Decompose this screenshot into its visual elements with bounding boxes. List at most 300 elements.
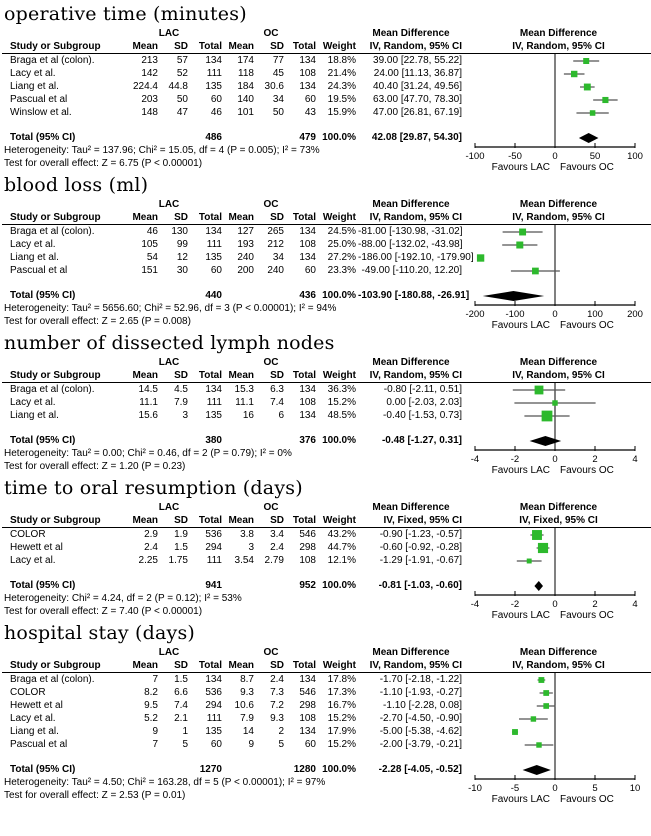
lac-mean: 148 (141, 107, 158, 118)
oc-sd: 5 (278, 739, 284, 750)
oc-mean: 11.1 (235, 397, 254, 408)
lac-total: 536 (205, 687, 222, 698)
panel-title: number of dissected lymph nodes (4, 332, 335, 354)
lac-mean: 142 (141, 68, 158, 79)
heterogeneity-text: Heterogeneity: Tau² = 137.96; Chi² = 15.05, df = 4 (P = 0.005); I² = 73% (4, 145, 320, 156)
study-name: Braga et al (colon). (10, 674, 95, 685)
md-ci-text: -1.70 [-2.18, -1.22] (379, 674, 462, 685)
col-header-sd: SD (270, 370, 284, 381)
oc-total: 108 (299, 713, 316, 724)
effect-square (519, 229, 526, 236)
col-header-sd: SD (174, 41, 188, 52)
col-header-total: Total (292, 370, 316, 381)
effect-model-header: IV, Random, 95% CI (369, 660, 462, 671)
study-name: Pascual et al (10, 739, 68, 750)
md-ci-text: -186.00 [-192.10, -179.90] (358, 252, 474, 263)
lac-total: 134 (205, 226, 222, 237)
axis-tick-label: -5 (510, 783, 520, 794)
md-ci-text: 24.00 [11.13, 36.87] (373, 68, 462, 79)
axis-tick-label: 5 (592, 783, 598, 794)
total-row-label: Total (95% CI) (10, 435, 76, 446)
total-weight: 100.0% (322, 132, 356, 143)
study-name: Pascual et al (10, 94, 68, 105)
panel-hospital-stay (2, 621, 651, 805)
total-row-label: Total (95% CI) (10, 290, 76, 301)
panel-title: blood loss (ml) (4, 174, 149, 196)
lac-grand-total: 486 (205, 132, 222, 143)
forest-plot (464, 673, 651, 809)
lac-grand-total: 941 (205, 580, 222, 591)
study-name: Lacy et al. (10, 239, 56, 250)
col-header-weight: Weight (322, 370, 356, 381)
weight: 15.9% (327, 107, 356, 118)
md-ci-text: -2.70 [-4.50, -0.90] (379, 713, 462, 724)
lac-sd: 52 (176, 68, 188, 79)
weight: 23.3% (327, 265, 356, 276)
oc-grand-total: 436 (299, 290, 316, 301)
lac-total: 294 (205, 542, 222, 553)
col-header-sd: SD (174, 212, 188, 223)
axis-tick-label: 0 (552, 783, 558, 794)
axis-tick-label: 0 (552, 151, 558, 162)
axis-tick-label: 0 (552, 599, 558, 610)
lac-mean: 105 (141, 239, 158, 250)
favours-left-label: Favours LAC (491, 610, 550, 621)
effect-model-header: IV, Random, 95% CI (369, 41, 462, 52)
effect-square (512, 729, 518, 735)
oc-sd: 6 (278, 410, 284, 421)
study-name: COLOR (10, 529, 46, 540)
lac-sd: 5 (182, 739, 188, 750)
group-right-header: OC (263, 199, 279, 210)
oc-mean: 101 (237, 107, 254, 118)
total-row-label: Total (95% CI) (10, 764, 76, 775)
effect-square (602, 97, 608, 103)
lac-mean: 9 (152, 726, 158, 737)
oc-sd: 30.6 (264, 81, 284, 92)
lac-total: 134 (205, 384, 222, 395)
oc-sd: 2 (278, 726, 284, 737)
oc-mean: 16 (242, 410, 254, 421)
table-header (2, 198, 651, 225)
md-ci-text: 0.00 [-2.03, 2.03] (386, 397, 462, 408)
md-ci-text: -0.90 [-1.23, -0.57] (379, 529, 462, 540)
effect-square (535, 386, 544, 395)
effect-square (543, 690, 549, 696)
group-left-header: LAC (158, 199, 180, 210)
panel-title: time to oral resumption (days) (4, 477, 303, 499)
study-name: Braga et al (colon). (10, 55, 95, 66)
col-header-weight: Weight (322, 515, 356, 526)
oc-total: 134 (299, 384, 316, 395)
panel-blood-loss (2, 173, 651, 331)
oc-total: 134 (299, 410, 316, 421)
md-ci-text: -1.10 [-2.28, 0.08] (383, 700, 462, 711)
lac-total: 134 (205, 674, 222, 685)
col-header-mean: Mean (132, 370, 158, 381)
effect-square (532, 268, 539, 275)
oc-mean: 9 (248, 739, 254, 750)
oc-total: 60 (304, 94, 316, 105)
favours-right-label: Favours OC (560, 794, 614, 805)
study-name: Lacy et al. (10, 713, 56, 724)
col-header-mean: Mean (228, 212, 254, 223)
favours-left-label: Favours LAC (491, 794, 550, 805)
oc-total: 108 (299, 239, 316, 250)
oc-sd: 34 (272, 94, 284, 105)
lac-mean: 9.5 (144, 700, 158, 711)
axis-tick-label: 0 (552, 454, 558, 465)
lac-total: 135 (205, 726, 222, 737)
col-header-mean: Mean (132, 515, 158, 526)
study-name: Braga et al (colon). (10, 226, 95, 237)
lac-total: 111 (206, 397, 222, 408)
effect-square (543, 703, 549, 709)
oc-total: 134 (299, 55, 316, 66)
col-header-total: Total (292, 660, 316, 671)
axis-tick-label: -4 (470, 454, 480, 465)
lac-sd: 1 (182, 726, 188, 737)
oc-mean: 140 (237, 94, 254, 105)
md-ci-text: -1.10 [-1.93, -0.27] (379, 687, 462, 698)
lac-grand-total: 440 (205, 290, 222, 301)
study-name: Lacy et al. (10, 397, 56, 408)
oc-sd: 77 (272, 55, 284, 66)
effect-square (552, 400, 557, 405)
group-right-header: OC (263, 357, 279, 368)
weight: 18.8% (327, 55, 356, 66)
oc-total: 546 (299, 687, 316, 698)
total-row-label: Total (95% CI) (10, 580, 76, 591)
mean-difference-plot-header: Mean Difference (519, 28, 598, 39)
mean-difference-plot-header: Mean Difference (519, 357, 598, 368)
favours-right-label: Favours OC (560, 162, 614, 173)
lac-total: 111 (206, 239, 222, 250)
lac-mean: 2.25 (138, 555, 158, 566)
forest-plot (464, 528, 651, 625)
axis-tick-label: 100 (627, 151, 643, 162)
weight: 21.4% (327, 68, 356, 79)
weight: 27.2% (327, 252, 356, 263)
col-header-sd: SD (270, 515, 284, 526)
lac-mean: 15.6 (138, 410, 158, 421)
group-right-header: OC (263, 647, 279, 658)
oc-sd: 265 (267, 226, 284, 237)
effect-square (583, 58, 589, 64)
lac-sd: 4.5 (174, 384, 188, 395)
lac-sd: 1.5 (174, 674, 188, 685)
study-name: Braga et al (colon). (10, 384, 95, 395)
study-col-header: Study or Subgroup (10, 41, 101, 52)
weight: 15.2% (327, 713, 356, 724)
lac-total: 135 (205, 81, 222, 92)
heterogeneity-text: Heterogeneity: Tau² = 4.50; Chi² = 163.28, df = 5 (P < 0.00001); I² = 97% (4, 777, 326, 788)
lac-sd: 30 (176, 265, 188, 276)
col-header-total: Total (292, 41, 316, 52)
effect-square (477, 254, 484, 261)
lac-mean: 7 (152, 739, 158, 750)
forest-plot (464, 225, 651, 335)
col-header-total: Total (198, 370, 222, 381)
lac-grand-total: 1270 (199, 764, 222, 775)
effect-square (527, 559, 532, 564)
oc-total: 60 (304, 265, 316, 276)
axis-tick-label: -2 (510, 599, 520, 610)
oc-total: 546 (299, 529, 316, 540)
mean-difference-plot-header: Mean Difference (519, 199, 598, 210)
lac-sd: 7.9 (174, 397, 188, 408)
md-ci-text: -0.40 [-1.53, 0.73] (383, 410, 462, 421)
total-diamond (523, 765, 551, 775)
panel-title: hospital stay (days) (4, 622, 196, 644)
lac-sd: 57 (176, 55, 188, 66)
effect-square (532, 530, 542, 540)
heterogeneity-text: Heterogeneity: Chi² = 4.24, df = 2 (P = 0.12); I² = 53% (4, 593, 242, 604)
study-name: Liang et al. (10, 410, 59, 421)
weight: 15.2% (327, 739, 356, 750)
col-header-sd: SD (270, 660, 284, 671)
lac-mean: 46 (146, 226, 158, 237)
lac-total: 111 (206, 713, 222, 724)
mean-difference-plot-header: Mean Difference (519, 647, 598, 658)
oc-sd: 7.4 (270, 397, 284, 408)
mean-difference-header: Mean Difference (372, 357, 450, 368)
effect-model-plot-header: IV, Random, 95% CI (512, 212, 605, 223)
weight: 43.2% (327, 529, 356, 540)
panel-title: operative time (minutes) (4, 3, 247, 25)
md-ci-text: 47.00 [26.81, 67.19] (373, 107, 462, 118)
table-header (2, 501, 651, 528)
study-name: Lacy et al. (10, 68, 56, 79)
study-name: Pascual et al (10, 265, 68, 276)
axis-tick-label: -50 (508, 151, 522, 162)
oc-sd: 2.4 (270, 542, 284, 553)
effect-square (584, 84, 591, 91)
weight: 48.5% (327, 410, 356, 421)
total-md-ci-text: 42.08 [29.87, 54.30] (371, 132, 462, 143)
oc-total: 43 (304, 107, 316, 118)
col-header-weight: Weight (322, 212, 356, 223)
oc-mean: 3.8 (240, 529, 254, 540)
md-ci-text: 40.40 [31.24, 49.56] (373, 81, 462, 92)
oc-sd: 9.3 (270, 713, 284, 724)
effect-model-header: IV, Fixed, 95% CI (383, 515, 462, 526)
col-header-mean: Mean (132, 660, 158, 671)
forest-plot (464, 54, 651, 177)
study-name: Winslow et al. (10, 107, 72, 118)
lac-total: 536 (205, 529, 222, 540)
md-ci-text: -81.00 [-130.98, -31.02] (358, 226, 463, 237)
oc-mean: 174 (237, 55, 254, 66)
lac-sd: 50 (176, 94, 188, 105)
lac-mean: 151 (141, 265, 158, 276)
total-weight: 100.0% (322, 290, 356, 301)
lac-total: 111 (206, 68, 222, 79)
group-left-header: LAC (158, 28, 180, 39)
group-left-header: LAC (158, 357, 180, 368)
col-header-sd: SD (174, 370, 188, 381)
total-diamond (534, 581, 543, 591)
total-row-label: Total (95% CI) (10, 132, 76, 143)
heterogeneity-text: Heterogeneity: Tau² = 5656.60; Chi² = 52.96, df = 3 (P < 0.00001); I² = 94% (4, 303, 337, 314)
effect-square (538, 543, 548, 553)
mean-difference-header: Mean Difference (372, 647, 450, 658)
study-name: Hewett et al (10, 542, 63, 553)
lac-sd: 7.4 (174, 700, 188, 711)
axis-tick-label: 0 (552, 309, 558, 320)
lac-sd: 6.6 (174, 687, 188, 698)
lac-sd: 130 (171, 226, 188, 237)
table-header (2, 356, 651, 383)
weight: 44.7% (327, 542, 356, 553)
group-left-header: LAC (158, 502, 180, 513)
oc-mean: 200 (237, 265, 254, 276)
oc-mean: 3 (248, 542, 254, 553)
favours-right-label: Favours OC (560, 465, 614, 476)
study-name: Lacy et al. (10, 555, 56, 566)
overall-effect-text: Test for overall effect: Z = 2.65 (P = 0.008) (4, 316, 191, 327)
oc-total: 298 (299, 700, 316, 711)
weight: 17.3% (327, 687, 356, 698)
lac-total: 60 (210, 739, 222, 750)
weight: 16.7% (327, 700, 356, 711)
oc-mean: 7.9 (240, 713, 254, 724)
lac-mean: 5.2 (144, 713, 158, 724)
axis-tick-label: -10 (468, 783, 482, 794)
col-header-weight: Weight (322, 41, 356, 52)
lac-total: 294 (205, 700, 222, 711)
oc-total: 134 (299, 674, 316, 685)
lac-mean: 54 (146, 252, 158, 263)
md-ci-text: -0.80 [-2.11, 0.51] (383, 384, 462, 395)
table-header (2, 27, 651, 54)
col-header-total: Total (198, 41, 222, 52)
md-ci-text: -2.00 [-3.79, -0.21] (379, 739, 462, 750)
weight: 25.0% (327, 239, 356, 250)
weight: 24.5% (327, 226, 356, 237)
col-header-total: Total (292, 515, 316, 526)
oc-sd: 50 (272, 107, 284, 118)
oc-grand-total: 376 (299, 435, 316, 446)
lac-mean: 2.4 (144, 542, 158, 553)
weight: 36.3% (327, 384, 356, 395)
oc-total: 134 (299, 252, 316, 263)
col-header-sd: SD (270, 212, 284, 223)
favours-right-label: Favours OC (560, 320, 614, 331)
total-md-ci-text: -2.28 [-4.05, -0.52] (378, 764, 462, 775)
lac-total: 134 (205, 55, 222, 66)
oc-total: 108 (299, 397, 316, 408)
total-diamond (579, 133, 599, 143)
oc-sd: 34 (272, 252, 284, 263)
oc-total: 60 (304, 739, 316, 750)
lac-total: 60 (210, 94, 222, 105)
overall-effect-text: Test for overall effect: Z = 2.53 (P = 0.01) (4, 790, 186, 801)
col-header-mean: Mean (228, 660, 254, 671)
effect-model-plot-header: IV, Random, 95% CI (512, 660, 605, 671)
axis-tick-label: 200 (627, 309, 643, 320)
group-right-header: OC (263, 502, 279, 513)
axis-tick-label: 2 (592, 599, 598, 610)
axis-tick-label: -2 (510, 454, 520, 465)
oc-total: 134 (299, 81, 316, 92)
oc-mean: 240 (237, 252, 254, 263)
effect-square (542, 411, 553, 422)
md-ci-text: -49.00 [-110.20, 12.20] (361, 265, 462, 276)
effect-model-plot-header: IV, Random, 95% CI (512, 370, 605, 381)
mean-difference-plot-header: Mean Difference (519, 502, 598, 513)
total-weight: 100.0% (322, 580, 356, 591)
group-left-header: LAC (158, 647, 180, 658)
axis-tick-label: -100 (505, 309, 525, 320)
oc-total: 134 (299, 226, 316, 237)
col-header-mean: Mean (132, 212, 158, 223)
lac-grand-total: 380 (205, 435, 222, 446)
oc-grand-total: 1280 (293, 764, 316, 775)
oc-mean: 14 (242, 726, 254, 737)
col-header-total: Total (292, 212, 316, 223)
lac-sd: 1.9 (174, 529, 188, 540)
panel-body (2, 501, 651, 621)
oc-mean: 15.3 (234, 384, 254, 395)
md-ci-text: -1.29 [-1.91, -0.67] (379, 555, 462, 566)
oc-sd: 7.2 (270, 700, 284, 711)
effect-model-plot-header: IV, Fixed, 95% CI (519, 515, 598, 526)
study-col-header: Study or Subgroup (10, 660, 101, 671)
oc-total: 298 (299, 542, 316, 553)
lac-total: 135 (205, 252, 222, 263)
effect-square (531, 716, 536, 721)
axis-tick-label: 4 (632, 454, 638, 465)
lac-mean: 203 (141, 94, 158, 105)
lac-sd: 1.5 (174, 542, 188, 553)
weight: 17.8% (327, 674, 356, 685)
heterogeneity-text: Heterogeneity: Tau² = 0.00; Chi² = 0.46, df = 2 (P = 0.79); I² = 0% (4, 448, 292, 459)
total-diamond (530, 436, 562, 446)
oc-sd: 7.3 (270, 687, 284, 698)
weight: 12.1% (327, 555, 356, 566)
lac-mean: 2.9 (144, 529, 158, 540)
effect-square (516, 242, 523, 249)
axis-tick-label: -200 (465, 309, 485, 320)
forest-plot (464, 383, 651, 480)
col-header-mean: Mean (228, 41, 254, 52)
study-name: COLOR (10, 687, 46, 698)
lac-sd: 99 (176, 239, 188, 250)
md-ci-text: 39.00 [22.78, 55.22] (373, 55, 462, 66)
panel-lymph-nodes (2, 331, 651, 476)
total-md-ci-text: -0.81 [-1.03, -0.60] (378, 580, 462, 591)
lac-mean: 11.1 (139, 397, 158, 408)
lac-total: 135 (205, 410, 222, 421)
favours-left-label: Favours LAC (491, 320, 550, 331)
lac-total: 111 (206, 555, 222, 566)
oc-mean: 127 (237, 226, 254, 237)
oc-grand-total: 479 (299, 132, 316, 143)
total-weight: 100.0% (322, 435, 356, 446)
oc-sd: 212 (267, 239, 284, 250)
lac-sd: 2.1 (174, 713, 188, 724)
col-header-sd: SD (174, 515, 188, 526)
panel-operative-time (2, 2, 651, 173)
effect-square (536, 742, 541, 747)
effect-square (571, 71, 577, 77)
col-header-sd: SD (174, 660, 188, 671)
overall-effect-text: Test for overall effect: Z = 1.20 (P = 0.23) (4, 461, 186, 472)
oc-total: 108 (299, 68, 316, 79)
panel-body (2, 646, 651, 805)
oc-total: 134 (299, 726, 316, 737)
